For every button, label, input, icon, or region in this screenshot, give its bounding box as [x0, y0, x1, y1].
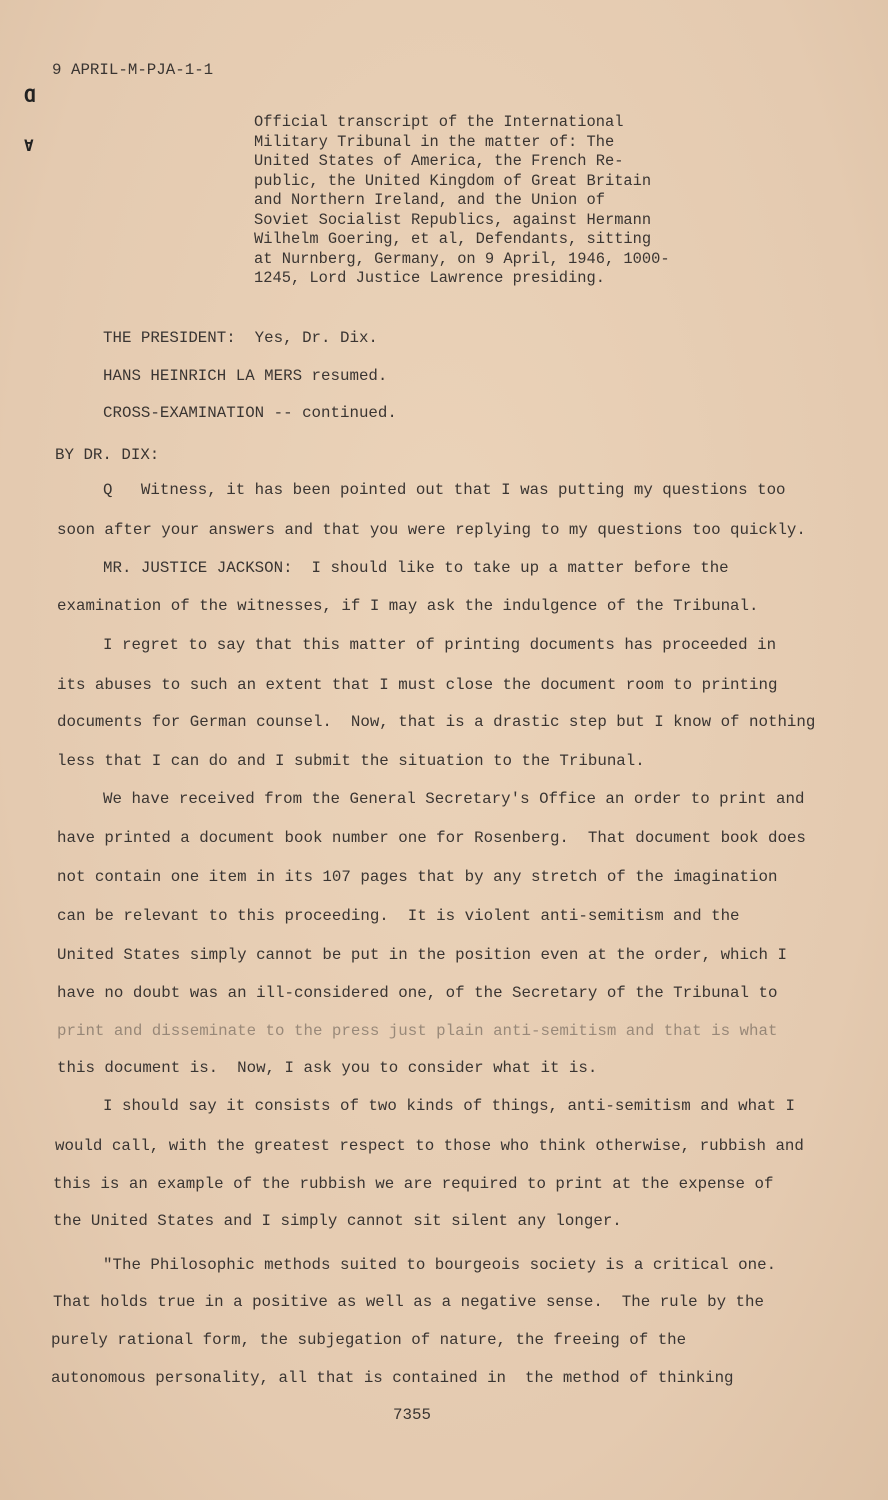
- body-line: its abuses to such an extent that I must close the document room to printing: [57, 676, 778, 694]
- body-line: MR. JUSTICE JACKSON: I should like to take up a matter before the: [103, 559, 729, 577]
- body-line: autonomous personality, all that is contained in the method of thinking: [51, 1369, 734, 1387]
- caption-line: Military Tribunal in the matter of: The: [254, 132, 615, 151]
- caption-line: Wilhelm Goering, et al, Defendants, sitting: [254, 230, 652, 248]
- caption-line: Official transcript of the International: [254, 113, 624, 131]
- binding-mark-icon: Ɑ: [24, 86, 37, 109]
- page-number: 7355: [393, 1406, 431, 1424]
- body-line: Q Witness, it has been pointed out that I was putting my questions too: [103, 481, 786, 499]
- caption-line: and Northern Ireland, and the Union of: [254, 191, 605, 209]
- body-line: have printed a document book number one for Rosenberg. That document book does: [57, 829, 806, 847]
- body-line: documents for German counsel. Now, that is a drastic step but I know of nothing: [57, 713, 816, 731]
- body-line: examination of the witnesses, if I may ask the indulgence of the Tribunal.: [57, 597, 759, 615]
- body-line: purely rational form, the subjegation of nature, the freeing of the: [51, 1331, 687, 1349]
- body-line: would call, with the greatest respect to those who think otherwise, rubbish and: [55, 1137, 804, 1155]
- binding-mark-icon: Ɐ: [24, 138, 34, 156]
- body-line: print and disseminate to the press just plain anti-semitism and that is what: [57, 1022, 778, 1040]
- caption-line: at Nurnberg, Germany, on 9 April, 1946, 1000-: [254, 249, 670, 268]
- body-line: We have received from the General Secretary's Office an order to print and: [103, 790, 805, 808]
- body-line: HANS HEINRICH LA MERS resumed.: [103, 367, 388, 385]
- body-line: not contain one item in its 107 pages that by any stretch of the imagination: [57, 868, 778, 886]
- body-line: this document is. Now, I ask you to consider what it is.: [57, 1059, 598, 1077]
- body-line: soon after your answers and that you were replying to my questions too quickly.: [57, 521, 806, 539]
- body-line: United States simply cannot be put in the position even at the order, which I: [57, 946, 787, 964]
- document-reference: 9 APRIL-M-PJA-1-1: [52, 61, 214, 79]
- caption-line: public, the United Kingdom of Great Britain: [254, 171, 652, 190]
- body-line: have no doubt was an ill-considered one, of the Secretary of the Tribunal to: [57, 984, 778, 1002]
- body-line: BY DR. DIX:: [55, 446, 160, 464]
- body-line: can be relevant to this proceeding. It is violent anti-semitism and the: [57, 907, 740, 925]
- body-line: this is an example of the rubbish we are required to print at the expense of: [53, 1175, 774, 1193]
- body-line: I should say it consists of two kinds of things, anti-semitism and what I: [103, 1097, 796, 1115]
- body-line: less that I can do and I submit the situation to the Tribunal.: [57, 752, 645, 770]
- body-line: THE PRESIDENT: Yes, Dr. Dix.: [103, 329, 378, 347]
- caption-line: 1245, Lord Justice Lawrence presiding.: [254, 269, 605, 287]
- caption-line: Soviet Socialist Republics, against Hermann: [254, 210, 652, 229]
- body-line: I regret to say that this matter of printing documents has proceeded in: [103, 636, 777, 654]
- body-line: CROSS-EXAMINATION -- continued.: [103, 404, 397, 422]
- body-line: That holds true in a positive as well as a negative sense. The rule by the: [53, 1293, 764, 1311]
- body-line: the United States and I simply cannot sit silent any longer.: [53, 1212, 622, 1230]
- caption-line: United States of America, the French Re-: [254, 152, 624, 170]
- body-line: "The Philosophic methods suited to bourgeois society is a critical one.: [103, 1256, 777, 1274]
